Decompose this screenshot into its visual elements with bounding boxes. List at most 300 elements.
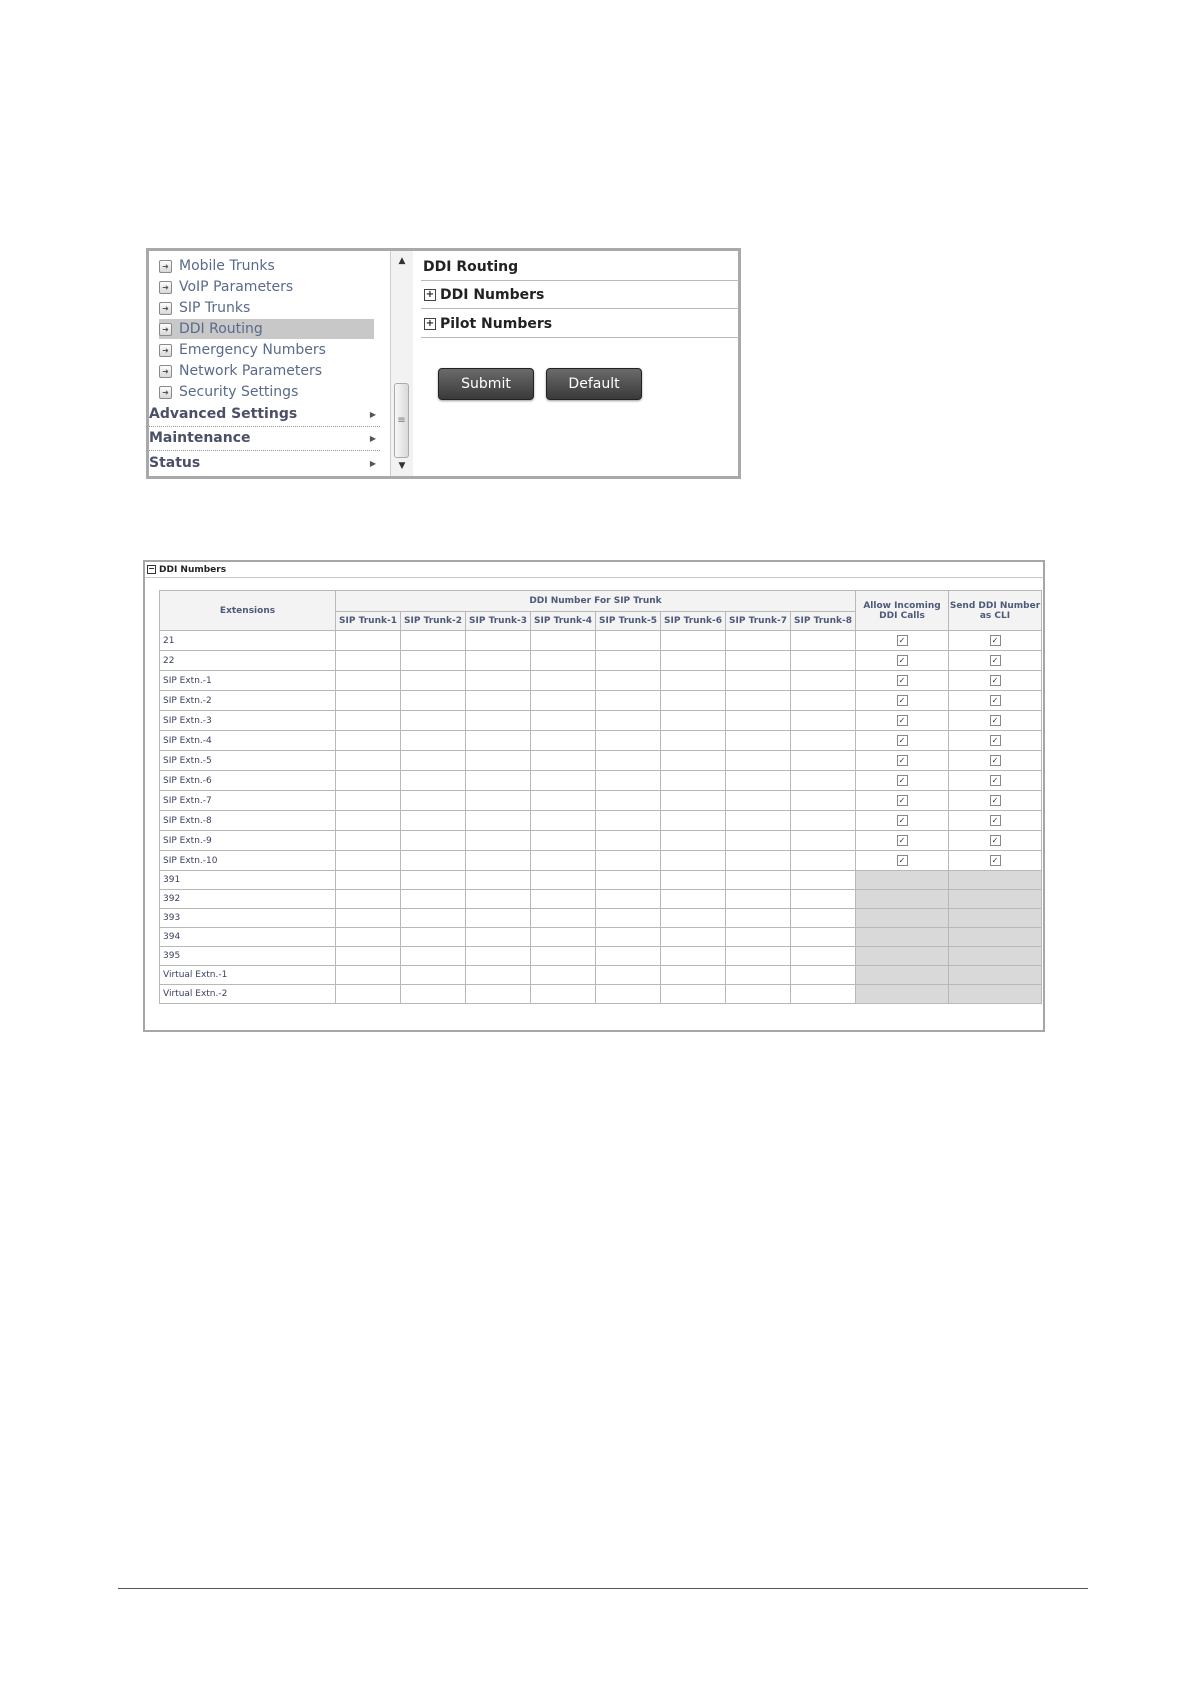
- ddi-number-input[interactable]: [401, 928, 466, 947]
- send-cli-disabled-cell: [949, 928, 1042, 947]
- ddi-number-input[interactable]: [466, 928, 531, 947]
- section-pilot-numbers[interactable]: [421, 310, 739, 338]
- extension-cell: 393: [160, 909, 336, 928]
- ddi-number-input[interactable]: [661, 791, 726, 811]
- sidebar-item-label: Emergency Numbers: [179, 342, 326, 358]
- ddi-number-input[interactable]: [726, 909, 791, 928]
- ddi-number-input[interactable]: [531, 890, 596, 909]
- sidebar-group-label: Advanced Settings: [149, 406, 298, 422]
- section-label: Pilot Numbers: [440, 315, 553, 332]
- column-header-trunk: SIP Trunk-5: [596, 612, 661, 631]
- ddi-number-input[interactable]: [596, 871, 661, 890]
- ddi-number-input[interactable]: [466, 811, 531, 831]
- ddi-number-input[interactable]: [401, 890, 466, 909]
- ddi-number-input[interactable]: [791, 851, 856, 871]
- ddi-number-input[interactable]: [596, 671, 661, 691]
- allow-incoming-checkbox[interactable]: ✓: [897, 835, 908, 846]
- ddi-number-input[interactable]: [531, 731, 596, 751]
- ddi-number-input[interactable]: [726, 985, 791, 1004]
- column-header-allow-incoming: Allow Incoming DDI Calls: [856, 591, 949, 631]
- ddi-number-input[interactable]: [466, 947, 531, 966]
- ddi-number-input[interactable]: [336, 751, 401, 771]
- ddi-number-input[interactable]: [466, 691, 531, 711]
- table-row: [160, 928, 1042, 947]
- send-cli-checkbox[interactable]: ✓: [990, 735, 1001, 746]
- sidebar-item-voip-parameters[interactable]: [159, 277, 293, 297]
- ddi-number-input[interactable]: [401, 871, 466, 890]
- ddi-number-input[interactable]: [466, 831, 531, 851]
- ddi-number-input[interactable]: [336, 691, 401, 711]
- ddi-number-input[interactable]: [661, 985, 726, 1004]
- sidebar-menu: [149, 251, 390, 476]
- ddi-numbers-section-header[interactable]: [145, 562, 1045, 578]
- send-cli-checkbox[interactable]: ✓: [990, 715, 1001, 726]
- ddi-number-input[interactable]: [466, 751, 531, 771]
- extension-cell: SIP Extn.-8: [160, 811, 336, 831]
- allow-incoming-cell: [856, 811, 949, 831]
- ddi-number-input[interactable]: [531, 811, 596, 831]
- allow-incoming-disabled-cell: [856, 966, 949, 985]
- ddi-number-input[interactable]: [466, 890, 531, 909]
- ddi-number-input[interactable]: [726, 811, 791, 831]
- extension-cell: Virtual Extn.-1: [160, 966, 336, 985]
- ddi-number-input[interactable]: [401, 731, 466, 751]
- ddi-number-input[interactable]: [336, 966, 401, 985]
- sidebar-item-label: Network Parameters: [179, 363, 323, 379]
- sidebar-item-sip-trunks[interactable]: [159, 298, 250, 318]
- ddi-number-input[interactable]: [466, 791, 531, 811]
- ddi-number-input[interactable]: [531, 928, 596, 947]
- chevron-right-icon: ▶: [369, 458, 376, 468]
- ddi-number-input[interactable]: [401, 671, 466, 691]
- ddi-number-input[interactable]: [726, 966, 791, 985]
- section-label: DDI Numbers: [440, 286, 545, 303]
- ddi-number-input[interactable]: [531, 651, 596, 671]
- extension-cell: 22: [160, 651, 336, 671]
- send-cli-cell: [949, 691, 1042, 711]
- send-cli-checkbox[interactable]: ✓: [990, 635, 1001, 646]
- ddi-number-input[interactable]: [791, 811, 856, 831]
- send-cli-cell: [949, 731, 1042, 751]
- allow-incoming-cell: [856, 771, 949, 791]
- ddi-number-input[interactable]: [791, 651, 856, 671]
- ddi-number-input[interactable]: [791, 831, 856, 851]
- extension-cell: SIP Extn.-9: [160, 831, 336, 851]
- ddi-number-input[interactable]: [466, 985, 531, 1004]
- arrow-right-icon: ➜: [159, 281, 172, 294]
- ddi-number-input[interactable]: [596, 851, 661, 871]
- send-cli-disabled-cell: [949, 947, 1042, 966]
- ddi-number-input[interactable]: [661, 909, 726, 928]
- ddi-number-input[interactable]: [791, 711, 856, 731]
- send-cli-disabled-cell: [949, 966, 1042, 985]
- allow-incoming-disabled-cell: [856, 928, 949, 947]
- ddi-number-input[interactable]: [401, 711, 466, 731]
- ddi-number-input[interactable]: [791, 947, 856, 966]
- allow-incoming-checkbox[interactable]: ✓: [897, 815, 908, 826]
- table-row: [160, 811, 1042, 831]
- sidebar-group-label: Status: [149, 455, 201, 471]
- ddi-number-input[interactable]: [791, 691, 856, 711]
- table-row: [160, 909, 1042, 928]
- ddi-number-input[interactable]: [726, 791, 791, 811]
- ddi-number-input[interactable]: [531, 691, 596, 711]
- ddi-number-input[interactable]: [661, 711, 726, 731]
- send-cli-disabled-cell: [949, 985, 1042, 1004]
- ddi-number-input[interactable]: [791, 791, 856, 811]
- chevron-right-icon: ▶: [369, 409, 376, 419]
- allow-incoming-cell: [856, 731, 949, 751]
- table-row: [160, 691, 1042, 711]
- ddi-number-input[interactable]: [401, 851, 466, 871]
- ddi-number-input[interactable]: [596, 751, 661, 771]
- sidebar-item-label: VoIP Parameters: [179, 279, 294, 295]
- ddi-number-input[interactable]: [466, 731, 531, 751]
- ddi-number-input[interactable]: [596, 890, 661, 909]
- sidebar-scrollbar[interactable]: [390, 251, 413, 476]
- send-cli-cell: [949, 671, 1042, 691]
- sidebar-item-label: Security Settings: [179, 384, 299, 400]
- ddi-number-input[interactable]: [726, 851, 791, 871]
- chevron-right-icon: ▶: [369, 433, 376, 443]
- ddi-number-input[interactable]: [531, 851, 596, 871]
- ddi-number-input[interactable]: [401, 909, 466, 928]
- ddi-number-input[interactable]: [596, 711, 661, 731]
- ddi-number-input[interactable]: [791, 890, 856, 909]
- ddi-number-input[interactable]: [661, 631, 726, 651]
- ddi-number-input[interactable]: [661, 966, 726, 985]
- ddi-number-input[interactable]: [531, 947, 596, 966]
- ddi-number-input[interactable]: [531, 771, 596, 791]
- allow-incoming-checkbox[interactable]: ✓: [897, 855, 908, 866]
- allow-incoming-cell: [856, 751, 949, 771]
- ddi-number-input[interactable]: [596, 831, 661, 851]
- send-cli-checkbox[interactable]: ✓: [990, 655, 1001, 666]
- ddi-number-input[interactable]: [596, 966, 661, 985]
- arrow-right-icon: ➜: [159, 260, 172, 273]
- allow-incoming-checkbox[interactable]: ✓: [897, 695, 908, 706]
- ddi-number-input[interactable]: [531, 671, 596, 691]
- extension-cell: 395: [160, 947, 336, 966]
- extension-cell: SIP Extn.-7: [160, 791, 336, 811]
- ddi-number-input[interactable]: [401, 831, 466, 851]
- ddi-number-input[interactable]: [336, 651, 401, 671]
- scroll-up-arrow-icon[interactable]: ▲: [398, 256, 406, 266]
- ddi-number-input[interactable]: [596, 811, 661, 831]
- column-header-trunk: SIP Trunk-6: [661, 612, 726, 631]
- ddi-number-input[interactable]: [336, 928, 401, 947]
- table-row: [160, 947, 1042, 966]
- ddi-number-input[interactable]: [726, 771, 791, 791]
- send-cli-checkbox[interactable]: ✓: [990, 695, 1001, 706]
- ddi-number-input[interactable]: [466, 711, 531, 731]
- send-cli-cell: [949, 651, 1042, 671]
- ddi-number-input[interactable]: [596, 985, 661, 1004]
- ddi-number-input[interactable]: [531, 711, 596, 731]
- ddi-number-input[interactable]: [726, 947, 791, 966]
- allow-incoming-checkbox[interactable]: ✓: [897, 715, 908, 726]
- ddi-number-input[interactable]: [596, 731, 661, 751]
- ddi-number-input[interactable]: [596, 928, 661, 947]
- ddi-number-input[interactable]: [531, 871, 596, 890]
- sidebar-item-label: Mobile Trunks: [179, 258, 275, 274]
- column-header-send-cli: Send DDI Number as CLI: [949, 591, 1042, 631]
- sidebar-item-security-settings[interactable]: [159, 382, 298, 402]
- ddi-number-input[interactable]: [336, 890, 401, 909]
- ddi-number-input[interactable]: [791, 928, 856, 947]
- ddi-number-input[interactable]: [336, 731, 401, 751]
- send-cli-cell: [949, 811, 1042, 831]
- table-row: [160, 731, 1042, 751]
- allow-incoming-disabled-cell: [856, 890, 949, 909]
- extension-cell: SIP Extn.-10: [160, 851, 336, 871]
- ddi-number-input[interactable]: [336, 871, 401, 890]
- ddi-number-input[interactable]: [466, 966, 531, 985]
- send-cli-disabled-cell: [949, 871, 1042, 890]
- column-header-trunk: SIP Trunk-8: [791, 612, 856, 631]
- extension-cell: SIP Extn.-6: [160, 771, 336, 791]
- ddi-number-input[interactable]: [336, 631, 401, 651]
- ddi-number-input[interactable]: [726, 671, 791, 691]
- sidebar-item-mobile-trunks[interactable]: [159, 256, 275, 276]
- ddi-number-input[interactable]: [596, 909, 661, 928]
- allow-incoming-checkbox[interactable]: ✓: [897, 635, 908, 646]
- send-cli-cell: [949, 711, 1042, 731]
- ddi-number-input[interactable]: [401, 966, 466, 985]
- allow-incoming-cell: [856, 831, 949, 851]
- ddi-number-input[interactable]: [661, 851, 726, 871]
- allow-incoming-checkbox[interactable]: ✓: [897, 735, 908, 746]
- ddi-number-input[interactable]: [336, 985, 401, 1004]
- allow-incoming-cell: [856, 791, 949, 811]
- ddi-number-input[interactable]: [596, 947, 661, 966]
- ddi-number-input[interactable]: [336, 711, 401, 731]
- arrow-right-icon: ➜: [159, 323, 172, 336]
- sidebar-group-maintenance[interactable]: [149, 426, 380, 451]
- allow-incoming-disabled-cell: [856, 909, 949, 928]
- ddi-number-input[interactable]: [401, 651, 466, 671]
- allow-incoming-disabled-cell: [856, 985, 949, 1004]
- column-header-trunk: SIP Trunk-4: [531, 612, 596, 631]
- ddi-number-input[interactable]: [726, 631, 791, 651]
- ddi-number-input[interactable]: [661, 731, 726, 751]
- column-header-extensions: Extensions: [160, 591, 336, 631]
- ddi-number-input[interactable]: [401, 947, 466, 966]
- sidebar-group-label: Maintenance: [149, 430, 251, 446]
- grip-icon: ≡: [397, 415, 406, 426]
- send-cli-checkbox[interactable]: ✓: [990, 855, 1001, 866]
- extension-cell: SIP Extn.-4: [160, 731, 336, 751]
- extension-cell: 394: [160, 928, 336, 947]
- collapse-minus-icon[interactable]: −: [148, 564, 155, 573]
- ddi-number-input[interactable]: [661, 651, 726, 671]
- sidebar-item-network-parameters[interactable]: [159, 361, 322, 381]
- ddi-number-input[interactable]: [466, 631, 531, 651]
- ddi-number-input[interactable]: [401, 771, 466, 791]
- ddi-number-input[interactable]: [791, 671, 856, 691]
- extension-cell: SIP Extn.-3: [160, 711, 336, 731]
- table-row: [160, 966, 1042, 985]
- allow-incoming-checkbox[interactable]: ✓: [897, 675, 908, 686]
- allow-incoming-cell: [856, 651, 949, 671]
- ddi-number-input[interactable]: [791, 966, 856, 985]
- send-cli-checkbox[interactable]: ✓: [990, 675, 1001, 686]
- ddi-number-input[interactable]: [401, 631, 466, 651]
- ddi-number-input[interactable]: [726, 711, 791, 731]
- send-cli-checkbox[interactable]: ✓: [990, 795, 1001, 806]
- ddi-number-input[interactable]: [726, 751, 791, 771]
- ddi-number-input[interactable]: [791, 909, 856, 928]
- send-cli-disabled-cell: [949, 909, 1042, 928]
- ddi-number-input[interactable]: [726, 890, 791, 909]
- send-cli-checkbox[interactable]: ✓: [990, 835, 1001, 846]
- allow-incoming-checkbox[interactable]: ✓: [897, 795, 908, 806]
- ddi-number-input[interactable]: [466, 909, 531, 928]
- arrow-right-icon: ➜: [159, 302, 172, 315]
- ddi-number-input[interactable]: [726, 651, 791, 671]
- ddi-number-input[interactable]: [336, 791, 401, 811]
- ddi-number-input[interactable]: [531, 631, 596, 651]
- allow-incoming-cell: [856, 631, 949, 651]
- arrow-right-icon: ➜: [159, 344, 172, 357]
- arrow-right-icon: ➜: [159, 386, 172, 399]
- ddi-number-input[interactable]: [661, 928, 726, 947]
- allow-incoming-cell: [856, 671, 949, 691]
- sidebar-item-emergency-numbers[interactable]: [159, 340, 326, 360]
- ddi-number-input[interactable]: [661, 871, 726, 890]
- ddi-number-input[interactable]: [791, 985, 856, 1004]
- ddi-number-input[interactable]: [661, 890, 726, 909]
- table-row: [160, 631, 1042, 651]
- ddi-number-input[interactable]: [726, 871, 791, 890]
- submit-button[interactable]: Submit: [438, 368, 534, 400]
- send-cli-cell: [949, 791, 1042, 811]
- ddi-number-input[interactable]: [336, 771, 401, 791]
- ddi-number-input[interactable]: [401, 985, 466, 1004]
- allow-incoming-checkbox[interactable]: ✓: [897, 775, 908, 786]
- extension-cell: 21: [160, 631, 336, 651]
- table-row: [160, 851, 1042, 871]
- ddi-number-input[interactable]: [791, 631, 856, 651]
- table-row: [160, 890, 1042, 909]
- ddi-number-input[interactable]: [661, 811, 726, 831]
- ddi-number-input[interactable]: [661, 671, 726, 691]
- extension-cell: 391: [160, 871, 336, 890]
- ddi-number-input[interactable]: [726, 731, 791, 751]
- ddi-number-input[interactable]: [531, 831, 596, 851]
- ddi-number-input[interactable]: [531, 791, 596, 811]
- default-button[interactable]: Default: [546, 368, 642, 400]
- ddi-number-input[interactable]: [791, 771, 856, 791]
- ddi-table-body: [160, 631, 1042, 1004]
- ddi-number-input[interactable]: [336, 671, 401, 691]
- sidebar-item-label: SIP Trunks: [179, 300, 251, 316]
- ddi-number-input[interactable]: [596, 691, 661, 711]
- extension-cell: SIP Extn.-2: [160, 691, 336, 711]
- extension-cell: SIP Extn.-1: [160, 671, 336, 691]
- sidebar-item-ddi-routing[interactable]: [159, 319, 374, 339]
- column-header-ddi-group: DDI Number For SIP Trunk: [336, 591, 856, 612]
- allow-incoming-checkbox[interactable]: ✓: [897, 755, 908, 766]
- ddi-number-input[interactable]: [336, 851, 401, 871]
- ddi-number-input[interactable]: [661, 831, 726, 851]
- ddi-number-input[interactable]: [596, 631, 661, 651]
- ddi-number-input[interactable]: [401, 751, 466, 771]
- sidebar-group-status[interactable]: [149, 451, 380, 475]
- table-row: [160, 671, 1042, 691]
- allow-incoming-checkbox[interactable]: ✓: [897, 655, 908, 666]
- ddi-number-input[interactable]: [401, 811, 466, 831]
- ddi-number-input[interactable]: [596, 651, 661, 671]
- send-cli-cell: [949, 771, 1042, 791]
- ddi-number-input[interactable]: [726, 831, 791, 851]
- send-cli-cell: [949, 851, 1042, 871]
- send-cli-checkbox[interactable]: ✓: [990, 815, 1001, 826]
- section-ddi-numbers[interactable]: [421, 281, 739, 309]
- send-cli-checkbox[interactable]: ✓: [990, 755, 1001, 766]
- ddi-number-input[interactable]: [791, 731, 856, 751]
- ddi-routing-panel: [421, 251, 739, 476]
- ddi-number-input[interactable]: [466, 651, 531, 671]
- ddi-number-input[interactable]: [401, 791, 466, 811]
- ddi-number-input[interactable]: [596, 771, 661, 791]
- ddi-number-input[interactable]: [791, 751, 856, 771]
- send-cli-cell: [949, 631, 1042, 651]
- ddi-number-input[interactable]: [336, 831, 401, 851]
- send-cli-checkbox[interactable]: ✓: [990, 775, 1001, 786]
- ddi-number-input[interactable]: [661, 947, 726, 966]
- table-row: [160, 751, 1042, 771]
- ddi-number-input[interactable]: [726, 691, 791, 711]
- ddi-number-input[interactable]: [791, 871, 856, 890]
- ddi-number-input[interactable]: [531, 751, 596, 771]
- column-header-trunk: SIP Trunk-7: [726, 612, 791, 631]
- expand-plus-icon[interactable]: +: [425, 317, 435, 329]
- column-header-trunk: SIP Trunk-2: [401, 612, 466, 631]
- ddi-number-input[interactable]: [466, 771, 531, 791]
- scroll-thumb[interactable]: [394, 383, 409, 458]
- ddi-number-input[interactable]: [661, 751, 726, 771]
- expand-plus-icon[interactable]: +: [425, 288, 435, 300]
- ddi-number-input[interactable]: [336, 811, 401, 831]
- ddi-numbers-table: [159, 590, 1042, 1004]
- allow-incoming-cell: [856, 691, 949, 711]
- ddi-number-input[interactable]: [336, 909, 401, 928]
- ddi-number-input[interactable]: [466, 851, 531, 871]
- ddi-number-input[interactable]: [401, 691, 466, 711]
- ddi-number-input[interactable]: [726, 928, 791, 947]
- extension-cell: SIP Extn.-5: [160, 751, 336, 771]
- ddi-number-input[interactable]: [466, 671, 531, 691]
- ddi-number-input[interactable]: [661, 771, 726, 791]
- allow-incoming-cell: [856, 711, 949, 731]
- scroll-down-arrow-icon[interactable]: ▼: [398, 461, 406, 471]
- ddi-number-input[interactable]: [661, 691, 726, 711]
- ddi-number-input[interactable]: [531, 985, 596, 1004]
- ddi-number-input[interactable]: [531, 966, 596, 985]
- allow-incoming-disabled-cell: [856, 947, 949, 966]
- ddi-number-input[interactable]: [596, 791, 661, 811]
- sidebar-item-label: DDI Routing: [179, 321, 263, 337]
- extension-cell: Virtual Extn.-2: [160, 985, 336, 1004]
- sidebar-group-advanced-settings[interactable]: [149, 402, 380, 427]
- ddi-number-input[interactable]: [336, 947, 401, 966]
- ddi-number-input[interactable]: [531, 909, 596, 928]
- ddi-number-input[interactable]: [466, 871, 531, 890]
- table-row: [160, 791, 1042, 811]
- table-row: [160, 711, 1042, 731]
- table-row: [160, 985, 1042, 1004]
